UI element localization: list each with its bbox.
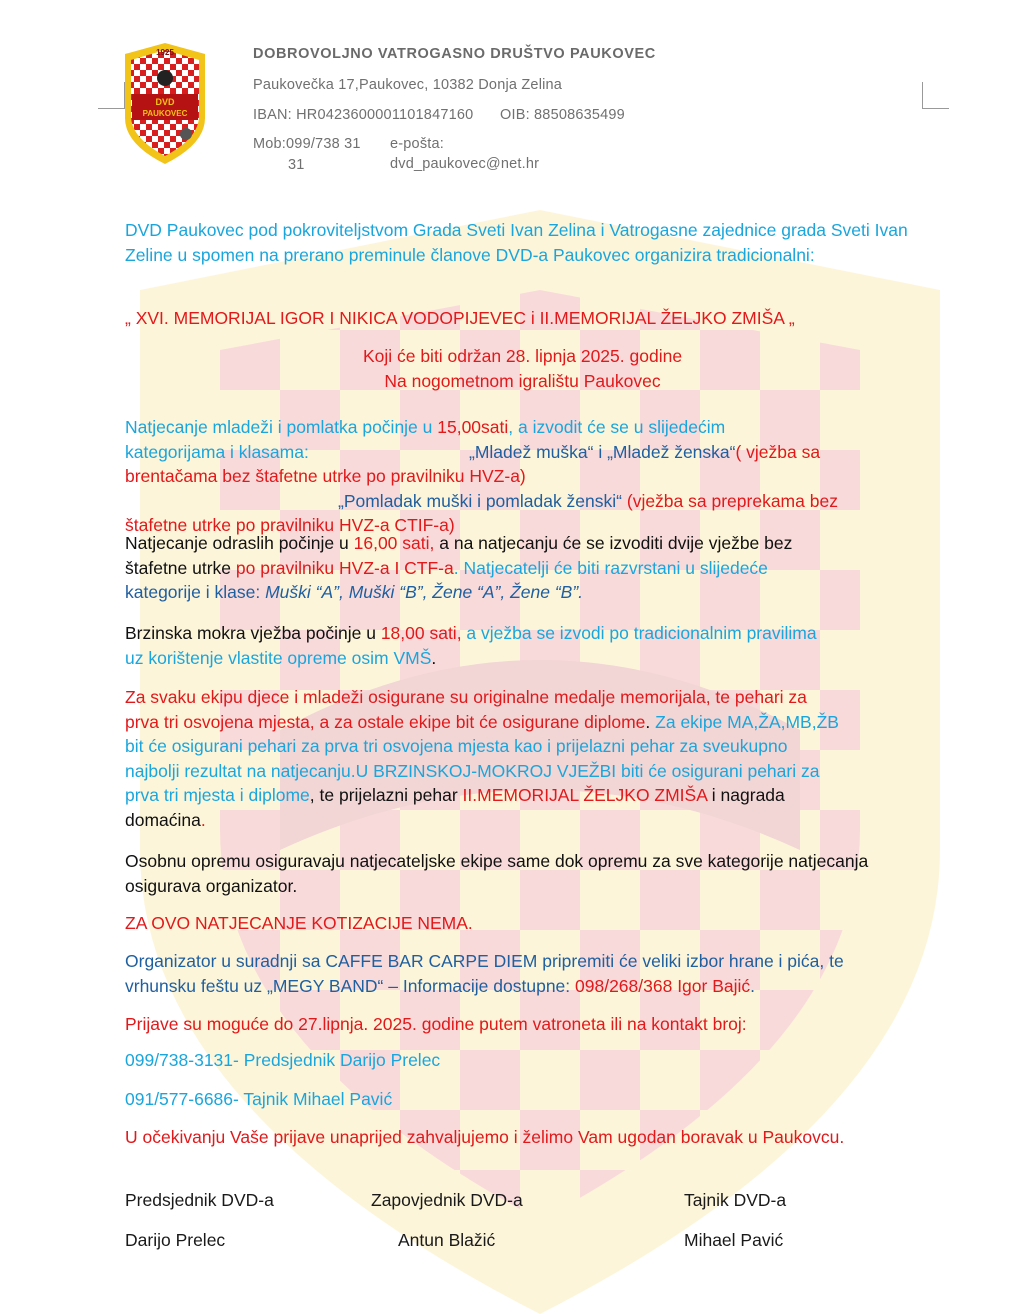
org-address: Paukovečka 17,Paukovec, 10382 Donja Zelina [253, 77, 563, 93]
prizes-text: , te prijelazni pehar [309, 785, 463, 805]
youth-category-1-desc: ( vježba sa [735, 441, 821, 462]
page-corner-mark [98, 82, 125, 109]
dvd-logo [122, 40, 208, 166]
adults-time: 16,00 sati, [353, 533, 435, 553]
adults-classes: Muški “A”, Muški “B”, Žene “A”, Žene “B”. [265, 582, 584, 602]
org-oib: OIB: 88508635499 [500, 107, 625, 123]
catering-contact: 098/268/368 Igor Bajić [575, 975, 751, 996]
prizes-text: Za svaku ekipu djece i mladeži osigurane su originalne medalje memorijala, te pehari za [125, 687, 807, 707]
signature-name-president: Darijo Prelec [125, 1230, 226, 1250]
org-mobile-cont: 31 [288, 157, 305, 173]
speed-text: . [431, 647, 437, 668]
logo-year: 1925 [156, 48, 174, 57]
org-email-label: e-pošta: [390, 136, 444, 152]
prizes-text: najbolji rezultat na natjecanju.U BRZINSKOJ-MOKROJ VJEŽBI biti će osigurani pehari za [125, 760, 820, 781]
prizes-text: domaćina [125, 809, 201, 830]
adults-text: Natjecanje odraslih počinje u [125, 533, 354, 553]
logo-text-dvd: DVD [155, 97, 175, 107]
signature-name-secretary: Mihael Pavić [684, 1230, 784, 1250]
prizes-text: Za ekipe MA,ŽA,MB,ŽB [650, 711, 839, 732]
prizes-text: . [645, 711, 651, 732]
logo-text-paukovec: PAUKOVEC [142, 109, 188, 118]
prizes-text: bit će osigurani pehari za prva tri osvojena mjesta kao i prijelazni pehar za sveukupno [125, 736, 788, 756]
youth-text: , a izvodit će se u slijedećim [508, 417, 726, 437]
youth-text: Natjecanje mladeži i pomlatka počinje u [125, 417, 438, 437]
catering-text: vrhunsku feštu uz „MEGY BAND“ – Informacije dostupne: [125, 975, 576, 996]
speed-time: 18,00 sati, [380, 623, 462, 643]
catering-paragraph [125, 949, 925, 998]
speed-text: Brzinska mokra vježba počinje u [125, 623, 381, 643]
event-date: Koji će biti održan 28. lipnja 2025. godine [362, 346, 683, 366]
youth-time: 15,00sati [437, 417, 509, 437]
intro-paragraph: DVD Paukovec pod pokroviteljstvom Grada Sveti Ivan Zelina i Vatrogasne zajednice grada Sveti Ivan Zeline u spomen na prerano preminule članove DVD-a Paukovec organizira tradicionalni: [125, 220, 908, 265]
memorial-title: „ XVI. MEMORIJAL IGOR I NIKICA VODOPIJEVEC i II.MEMORIJAL ŽELJKO ZMIŠA „ [125, 308, 795, 328]
youth-text: kategorijama i klasama: [125, 441, 309, 462]
adults-paragraph [125, 531, 925, 605]
adults-text: štafetne utrke [125, 557, 236, 578]
speed-text: uz korištenje vlastite opreme osim VMŠ [125, 647, 432, 668]
youth-category-2-desc: (vježba sa preprekama bez [622, 490, 838, 511]
org-mobile: Mob:099/738 31 [253, 136, 361, 152]
equipment-paragraph: Osobnu opremu osiguravaju natjecateljske ekipe same dok opremu za sve kategorije natjecanja osigurava organizator. [125, 851, 869, 896]
prizes-paragraph [125, 685, 925, 832]
prizes-memorial: II.MEMORIJAL ŽELJKO ZMIŠA [462, 785, 707, 805]
org-name: DOBROVOLJNO VATROGASNO DRUŠTVO PAUKOVEC [253, 46, 656, 62]
speed-text: a vježba se izvodi po tradicionalnim pravilima [461, 623, 817, 643]
contact-secretary: 091/577-6686- Tajnik Mihael Pavić [125, 1089, 393, 1109]
youth-paragraph [125, 415, 925, 538]
contact-president: 099/738-3131- Predsjednik Darijo Prelec [125, 1050, 441, 1070]
signature-role-president: Predsjednik DVD-a [125, 1190, 274, 1210]
org-iban: IBAN: HR0423600001101847160 [253, 107, 474, 123]
prizes-text: prva tri osvojena mjesta, a za ostale ekipe bit će osigurane diplome [125, 711, 646, 732]
catering-text: . [750, 975, 756, 996]
page-corner-mark [922, 82, 949, 109]
prizes-text: i nagrada [706, 785, 785, 805]
youth-category-1: „Mladež muška“ i „Mladež ženska“ [469, 441, 736, 462]
signature-role-commander: Zapovjednik DVD-a [371, 1190, 523, 1210]
org-email: dvd_paukovec@net.hr [390, 156, 540, 172]
no-fee-notice: ZA OVO NATJECANJE KOTIZACIJE NEMA. [125, 913, 473, 933]
signature-name-commander: Antun Blažić [398, 1230, 496, 1250]
event-place: Na nogometnom igralištu Paukovec [384, 371, 661, 391]
adults-text: . Natjecatelji će biti razvrstani u slijedeće [453, 557, 768, 578]
adults-rules: po pravilniku HVZ-a I CTF-a [235, 557, 454, 578]
closing-paragraph: U očekivanju Vaše prijave unaprijed zahvaljujemo i želimo Vam ugodan boravak u Paukovcu. [125, 1127, 845, 1147]
registration-deadline: Prijave su moguće do 27.lipnja. 2025. godine putem vatroneta ili na kontakt broj: [125, 1014, 747, 1034]
prizes-text: prva tri mjesta i diplome [125, 785, 310, 805]
catering-text: Organizator u suradnji sa CAFFE BAR CARPE DIEM pripremiti će veliki izbor hrane i pića, te [125, 951, 844, 971]
adults-text: kategorije i klase: [125, 582, 266, 602]
speed-paragraph [125, 621, 925, 670]
prizes-text: . [200, 809, 206, 830]
youth-category-2-desc: štafetne utrke po pravilniku HVZ-a CTIF-a) [125, 515, 455, 535]
youth-category-1-desc: brentačama bez štafetne utrke po pravilniku HVZ-a) [125, 466, 526, 486]
youth-category-2: „Pomladak muški i pomladak ženski“ [338, 490, 622, 511]
signature-role-secretary: Tajnik DVD-a [684, 1190, 787, 1210]
adults-text: a na natjecanju će se izvoditi dvije vježbe bez [434, 533, 793, 553]
